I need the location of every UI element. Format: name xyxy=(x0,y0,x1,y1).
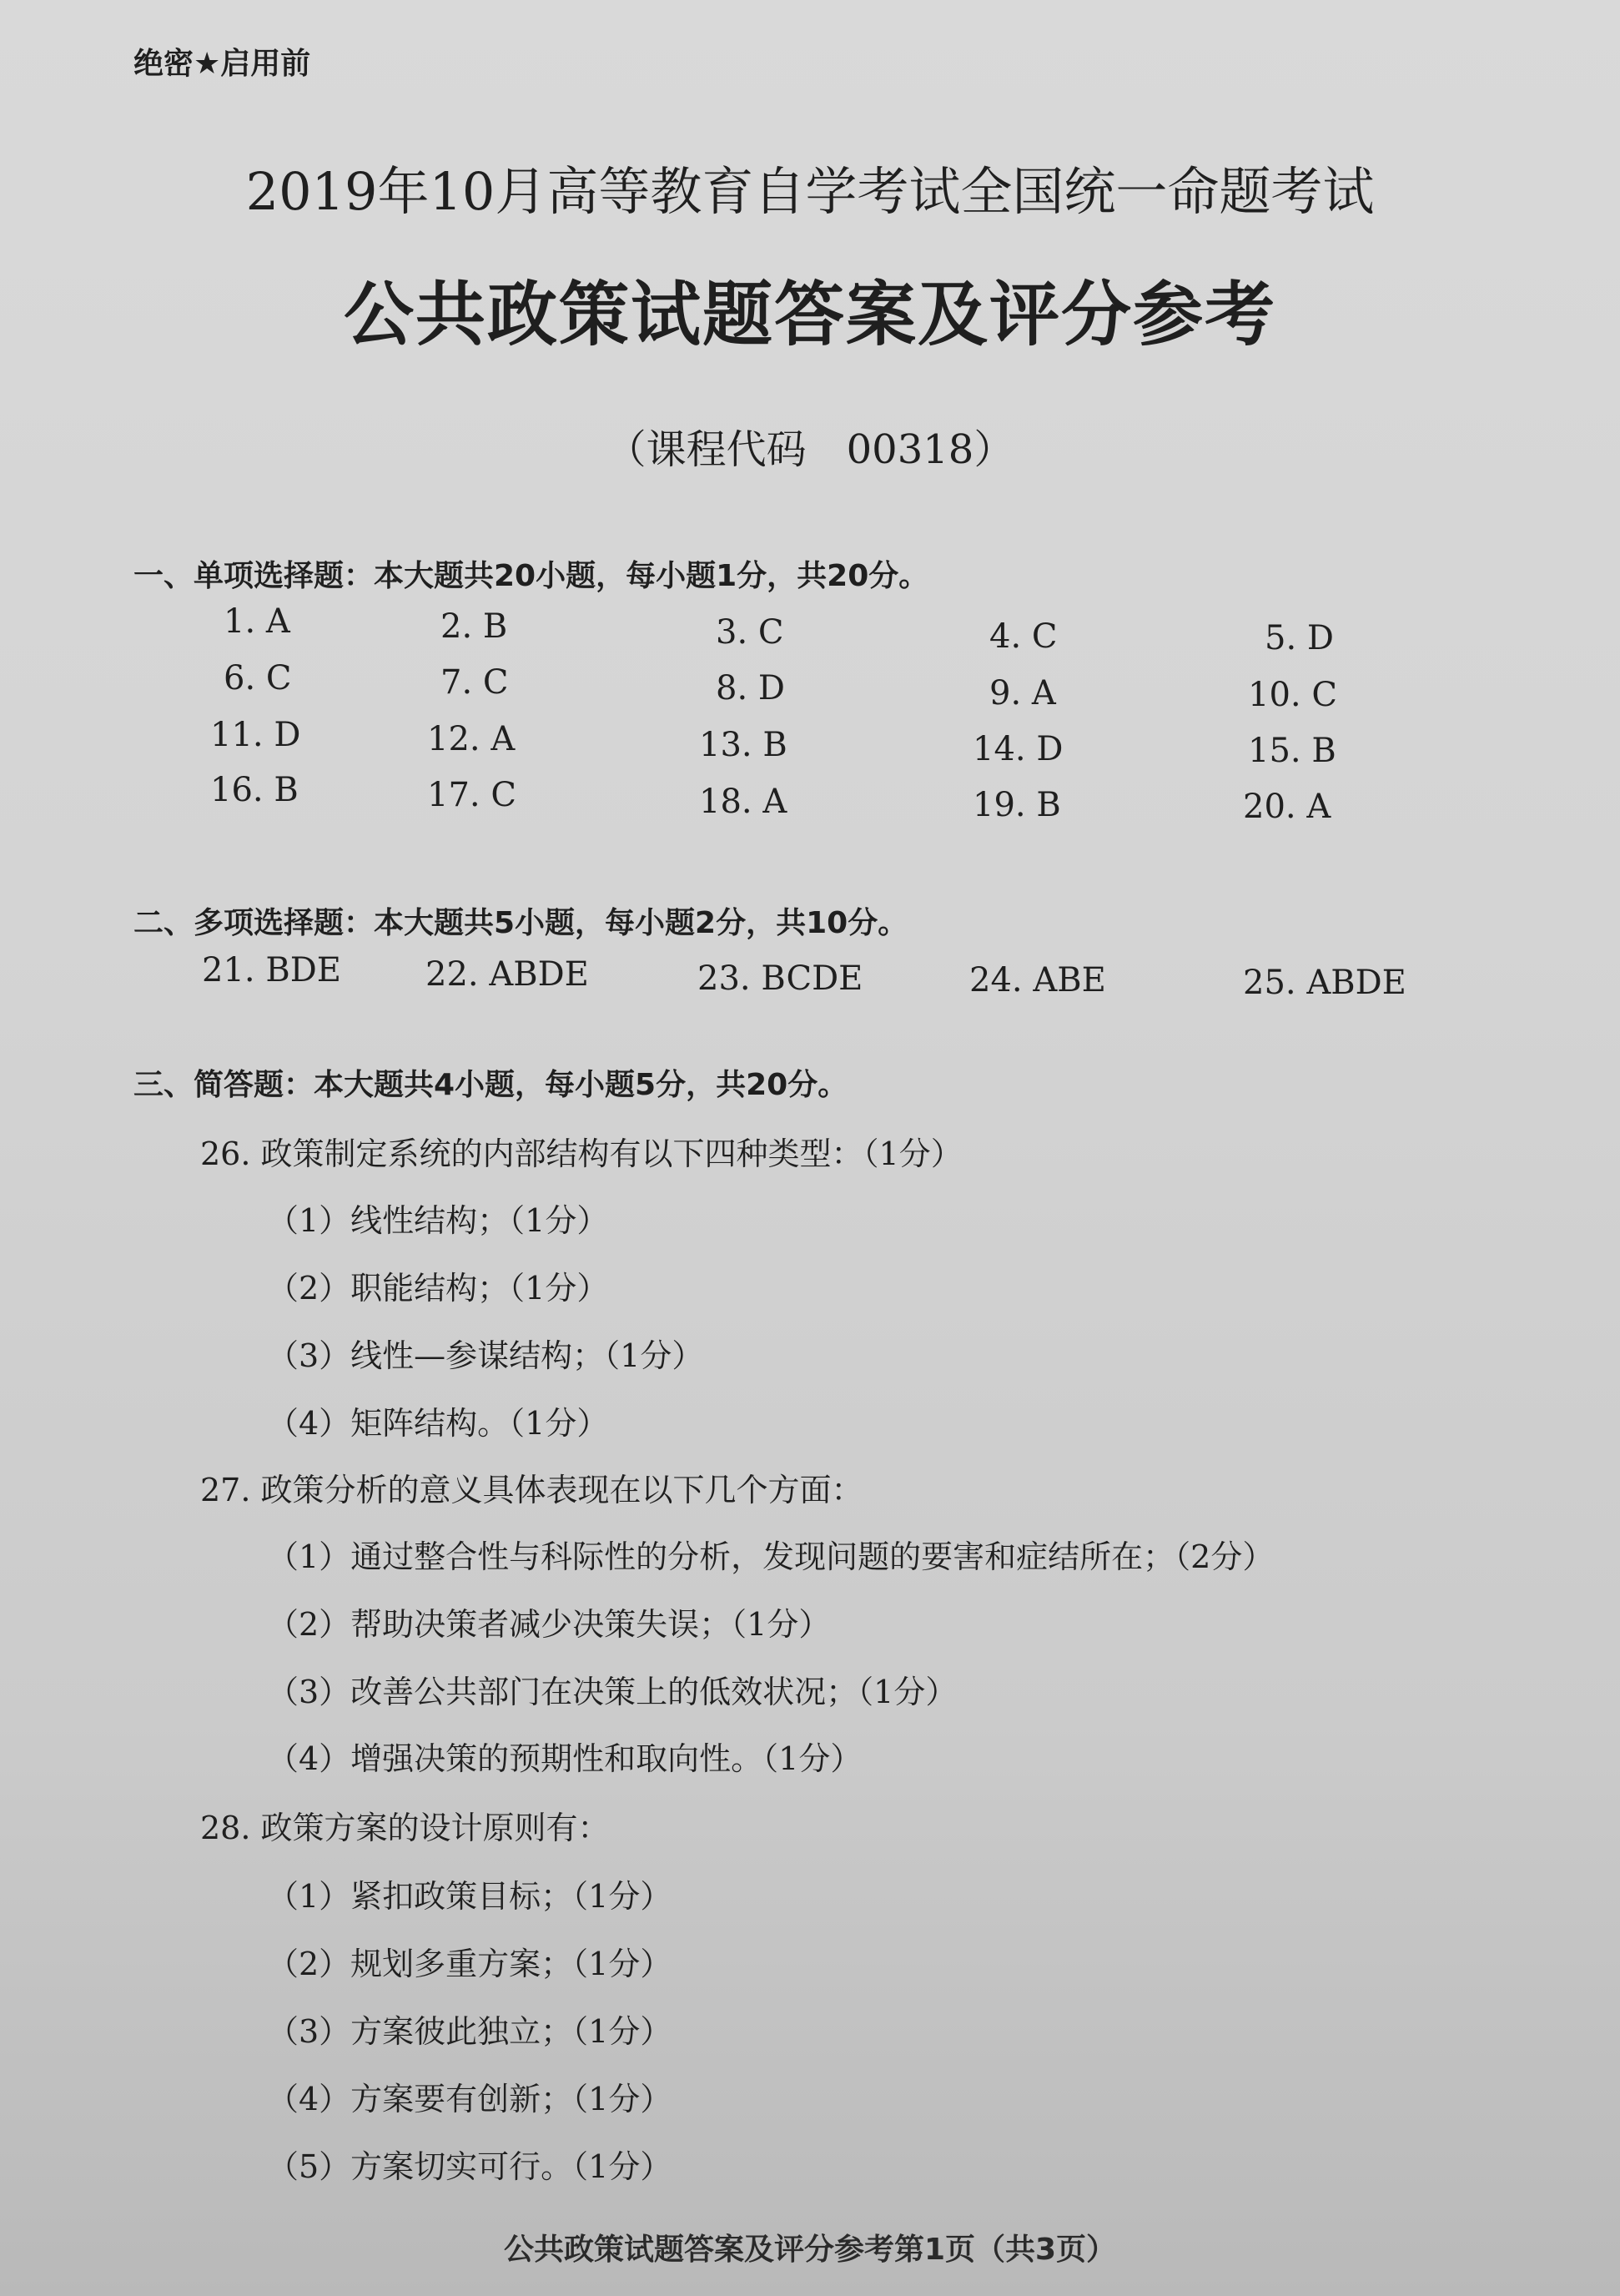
question-27-stem: 27. 政策分析的意义具体表现在以下几个方面： xyxy=(200,1472,863,1508)
question-28-item: （4）方案要有创新；（1分） xyxy=(267,2081,672,2117)
question-28-item: （5）方案切实可行。（1分） xyxy=(267,2148,672,2185)
question-27-item: （1）通过整合性与科际性的分析，发现问题的要害和症结所在；（2分） xyxy=(267,1538,1275,1575)
answer-item: 13. B xyxy=(699,726,787,764)
answer-item: 9. A xyxy=(989,674,1056,712)
question-27-item: （2）帮助决策者减少决策失误；（1分） xyxy=(267,1606,831,1643)
answer-item: 25. ABDE xyxy=(1243,964,1406,1002)
document-title: 公共政策试题答案及评分参考 xyxy=(343,274,1276,355)
question-26-stem: 26. 政策制定系统的内部结构有以下四种类型：（1分） xyxy=(200,1135,963,1172)
question-28-item: （1）紧扣政策目标；（1分） xyxy=(267,1878,672,1915)
answer-item: 10. C xyxy=(1248,676,1337,714)
answer-item: 14. D xyxy=(973,730,1064,768)
answer-item: 6. C xyxy=(224,659,292,697)
question-27-item: （4）增强决策的预期性和取向性。（1分） xyxy=(267,1740,863,1777)
question-26-item: （4）矩阵结构。（1分） xyxy=(267,1405,609,1442)
section1-heading: 一、单项选择题：本大题共20小题，每小题1分，共20分。 xyxy=(133,559,929,593)
section3-heading: 三、简答题：本大题共4小题，每小题5分，共20分。 xyxy=(133,1068,848,1102)
answer-item: 3. C xyxy=(716,613,784,652)
question-26-item: （1）线性结构；（1分） xyxy=(267,1202,609,1239)
answer-item: 18. A xyxy=(699,783,787,821)
answer-item: 8. D xyxy=(716,669,785,707)
answer-item: 23. BCDE xyxy=(697,959,863,998)
answer-item: 16. B xyxy=(210,771,299,809)
answer-item: 1. A xyxy=(224,602,290,641)
page-footer: 公共政策试题答案及评分参考第1页（共3页） xyxy=(503,2233,1117,2267)
answer-item: 24. ABE xyxy=(969,961,1106,999)
answer-item: 7. C xyxy=(440,663,509,702)
answer-item: 4. C xyxy=(989,617,1058,656)
answer-item: 2. B xyxy=(440,607,508,646)
question-28-stem: 28. 政策方案的设计原则有： xyxy=(200,1810,610,1846)
question-27-item: （3）改善公共部门在决策上的低效状况；（1分） xyxy=(267,1674,958,1710)
question-28-item: （3）方案彼此独立；（1分） xyxy=(267,2013,672,2050)
question-28-item: （2）规划多重方案；（1分） xyxy=(267,1946,672,1982)
answer-item: 17. C xyxy=(427,776,516,814)
answer-item: 19. B xyxy=(973,786,1061,824)
answer-item: 12. A xyxy=(427,720,516,758)
question-26-item: （2）职能结构；（1分） xyxy=(267,1270,609,1307)
confidential-label: 绝密★启用前 xyxy=(133,47,311,81)
answer-item: 20. A xyxy=(1243,788,1331,826)
answer-item: 22. ABDE xyxy=(425,955,589,994)
question-26-item: （3）线性—参谋结构；（1分） xyxy=(267,1337,704,1374)
answer-item: 5. D xyxy=(1265,619,1334,657)
answer-item: 15. B xyxy=(1248,732,1336,770)
exam-title: 2019年10月高等教育自学考试全国统一命题考试 xyxy=(245,161,1375,222)
section2-heading: 二、多项选择题：本大题共5小题，每小题2分，共10分。 xyxy=(133,906,908,940)
answer-item: 21. BDE xyxy=(202,951,341,989)
answer-item: 11. D xyxy=(210,716,301,754)
course-code: （课程代码 00318） xyxy=(606,426,1014,473)
